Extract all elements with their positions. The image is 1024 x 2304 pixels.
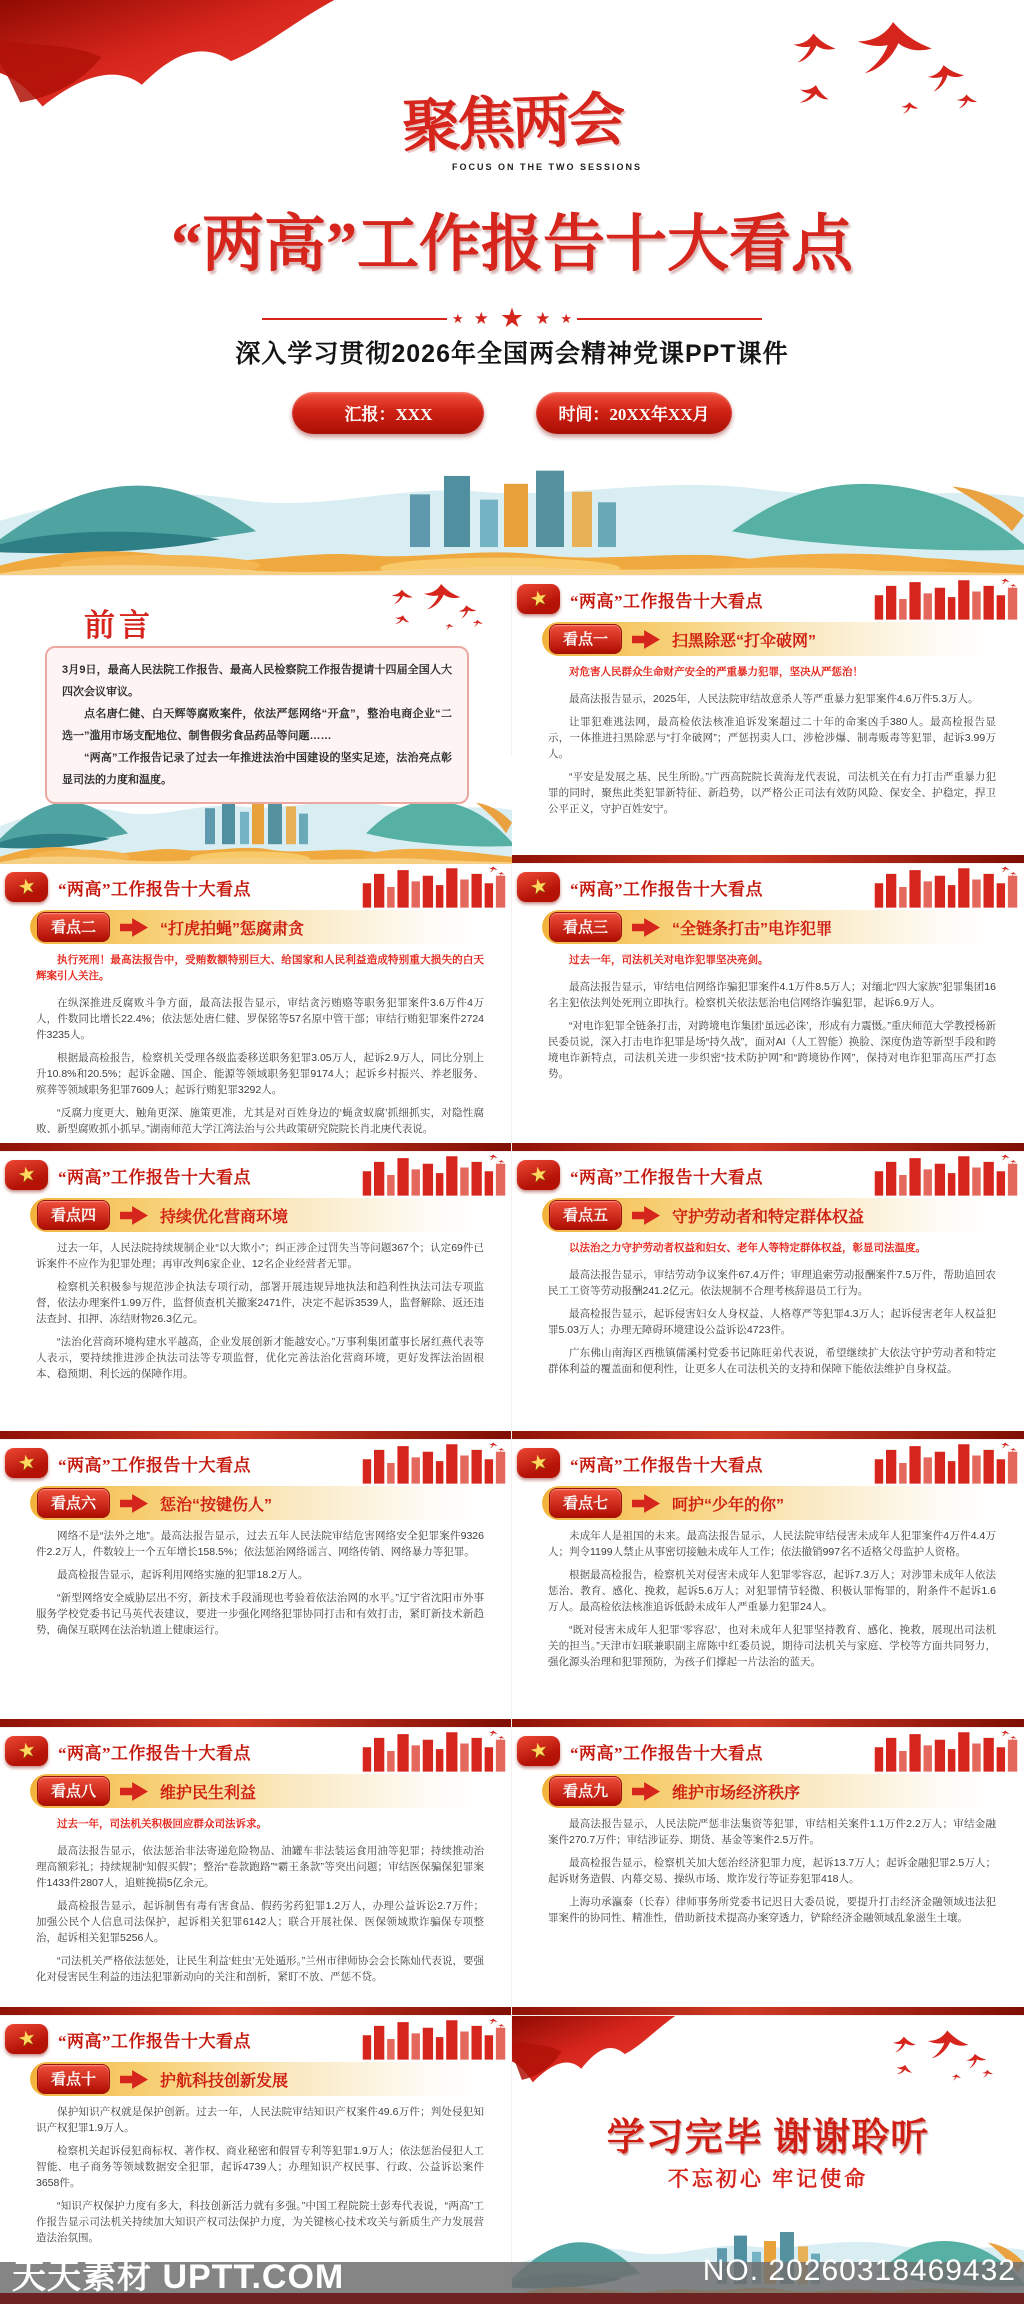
star-icon: ★ [527,1162,550,1188]
paragraph: “既对侵害未成年人犯罪‘零容忍’，也对未成年人犯罪坚持教育、感化、挽救，展现出司法机关的担当。”天津市妇联兼职副主席陈中红委员说，期待司法机关与家庭、学校等方面共同努力，强化源头治理和犯罪预防，为孩子们撑起一片法治的蓝天。 [548,1623,996,1668]
slide-header [0,1440,512,1484]
cover-subtitle: 深入学习贯彻2026年全国两会精神党课PPT课件 [235,340,789,368]
slide-header-title: “两高”工作报告十大看点 [570,1168,763,1187]
arrow-icon [632,1782,660,1801]
lead-text: 过去一年，司法机关积极回应群众司法诉求。 [57,1818,267,1830]
paragraph: “法治化营商环境构建水平越高，企业发展创新才能越安心。”万事利集团董事长屠红燕代表等人表示，要持续推进涉企执法司法等专项监督，优化完善法治化营商环境，更好发挥法治固根本、稳预期、利长远的保障作用。 [36,1335,484,1380]
slide-lookpoint-3 [512,864,1024,1152]
lead-text: 执行死刑！最高法报告中，受贿数额特别巨大、给国家和人民利益造成特别重大损失的白天辉案引人关注。 [36,954,484,982]
slide-body [0,1520,512,1639]
time-badge: 时间：20XX年XX月 [536,392,731,434]
star-icon: ★ [15,2026,38,2052]
lookpoint-title: 呵护“少年的你” [672,1496,785,1514]
lead-text: 对危害人民群众生命财产安全的严重暴力犯罪，坚决从严惩治！ [569,666,863,678]
lookpoint-badge: 看点九 [549,1776,622,1806]
paragraph: 检察机关起诉侵犯商标权、著作权、商业秘密和假冒专利等犯罪1.9万人；依法惩治侵犯人工智能、电子商务等领域数据安全犯罪，起诉4739人；办理知识产权民事、行政、公益诉讼案件3658件。 [36,2144,484,2189]
lookpoint-title: 维护市场经济秩序 [672,1784,801,1802]
paragraph: 过去一年，人民法院持续规制企业“以大欺小”；纠正涉企过罚失当等问题367个；认定69件已诉案件不应作为犯罪处理；再审改判6家企业、12名企业经营者无罪。 [36,1242,484,1270]
slides-grid [0,576,1024,2304]
lookpoint-banner [542,1198,996,1232]
skyline-icon [871,578,1021,620]
paragraph: 最高法报告显示，审结电信网络诈骗犯罪案件4.1万件8.5万人；对缅北“四大家族”犯罪集团16名主犯依法判处死刑立即执行。检察机关依法惩治电信网络诈骗犯罪，起诉6.9万人。 [548,980,996,1009]
lookpoint-title: 持续优化营商环境 [160,1208,289,1226]
watermark-item-number: NO. 20260318469432 [702,2254,1016,2287]
star-tab [517,1736,560,1766]
paragraph: “平安是发展之基、民生所盼。”广西高院院长黄海龙代表说，司法机关在有力打击严重暴力犯罪的同时，聚焦此类犯罪新特征、新趋势，以严格公正司法有效防风险、保安全、护稳定，捍卫公平正义，守护百姓安宁。 [548,770,996,815]
lookpoint-title: 惩治“按键伤人” [160,1496,273,1514]
star-tab [517,1448,560,1478]
star-tab [5,2024,48,2054]
two-sessions-logo [0,76,1024,172]
arrow-icon [632,918,660,937]
lookpoint-title: 维护民生利益 [160,1784,257,1802]
skyline-icon [359,2018,509,2060]
slide-header-title: “两高”工作报告十大看点 [58,1744,251,1763]
paragraph: 最高法报告显示，人民法院严惩非法集资等犯罪，审结相关案件1.1万件2.2万人；审结金融案件270.7万件；审结涉证券、期货、基金等案件2.5万件。 [548,1818,996,1846]
skyline-icon [359,866,509,908]
star-tab [517,872,560,902]
slide-body [0,1808,512,1986]
lookpoint-banner [30,910,484,944]
lookpoint-badge: 看点一 [549,624,622,654]
slide-bottom-strip [512,2007,1024,2016]
lookpoint-badge: 看点二 [37,912,110,942]
slide-header [0,2016,512,2060]
star-tab [5,1736,48,1766]
star-tab [5,1448,48,1478]
slide-preface [0,576,512,864]
cover-slide [0,0,1024,576]
star-icon: ★ [473,308,489,328]
logo-calligraphy: 聚焦两会 [401,87,624,160]
reporter-badge: 汇报：XXX [292,392,484,434]
slide-bottom-strip [512,855,1024,864]
paragraph: “司法机关严格依法惩处，让民生利益‘蛀虫’无处遁形。”兰州市律师协会会长陈灿代表说，要强化对侵害民生利益的违法犯罪新动向的关注和剖析，紧盯不放、严惩不贷。 [36,1954,484,1983]
logo-english-caption: FOCUS ON THE TWO SESSIONS [451,162,642,172]
star-tab [517,1160,560,1190]
slide-lookpoint-5 [512,1152,1024,1440]
paragraph: 根据最高检报告，检察机关受理各级监委移送职务犯罪3.05万人，起诉2.9万人，同比分别上升10.8%和20.5%；起诉金融、国企、能源等领域职务犯罪9174人；起诉乡村振兴、养老服务、殡葬等领域职务犯罪7609人；起诉行贿犯罪3292人。 [36,1051,484,1096]
paragraph: 最高检报告显示，起诉制售有毒有害食品、假药劣药犯罪1.2万人，办理公益诉讼2.7万件；加强公民个人信息司法保护，起诉相关犯罪6142人；联合开展社保、医保领域欺诈骗保专项整治，起诉相关犯罪5256人。 [36,1899,484,1944]
star-icon: ★ [15,874,38,900]
paragraph: 广东佛山南海区西樵镇儒溪村党委书记陈旺弟代表说，希望继续扩大依法守护劳动者和特定群体利益的覆盖面和便利性，让更多人在司法机关的支持和保障下能依法维护自身权益。 [548,1346,996,1375]
paragraph: “对电诈犯罪全链条打击，对跨境电诈集团‘虽远必诛’，形成有力震慑。”重庆师范大学教授杨新民委员说，深入打击电诈犯罪是场“持久战”，面对AI（人工智能）换脸、深度伪造等新型手段和跨境电诈新特点，司法机关进一步织密“技术防护网”和“跨境协作网”，保持对电诈犯罪高压严打态势。 [548,1019,996,1080]
slide-lookpoint-9 [512,1728,1024,2016]
arrow-icon [120,1782,148,1801]
lookpoint-banner [542,1486,996,1520]
star-icon: ★ [535,308,551,328]
slide-lookpoint-8 [0,1728,512,2016]
star-icon: ★ [15,1162,38,1188]
lead-text: 以法治之力守护劳动者权益和妇女、老年人等特定群体权益，彰显司法温度。 [569,1242,926,1254]
slide-header-title: “两高”工作报告十大看点 [570,1744,763,1763]
slide-lookpoint-6 [0,1440,512,1728]
star-tab [517,584,560,614]
star-icon: ★ [527,1738,550,1764]
red-silk-flag-decoration [512,2016,700,2102]
lookpoint-title: “全链条打击”电诈犯罪 [672,920,833,938]
arrow-icon [632,1494,660,1513]
arrow-icon [120,1206,148,1225]
slide-body [512,944,1024,1083]
skyline-icon [871,1154,1021,1196]
skyline-icon [359,1730,509,1772]
slide-body [0,2096,512,2247]
thanks-title: 学习完毕 谢谢聆听 [606,2117,930,2159]
skyline-icon [871,1442,1021,1484]
slide-lookpoint-7 [512,1440,1024,1728]
paragraph: 保护知识产权就是保护创新。过去一年，人民法院审结知识产权案件49.6万件；判处侵犯知识产权犯罪1.9万人。 [36,2106,484,2134]
star-icon: ★ [527,1450,550,1476]
cover-badges [0,392,1024,434]
slide-header-title: “两高”工作报告十大看点 [570,1456,763,1475]
slide-body [0,944,512,1138]
slide-header [512,576,1024,620]
lookpoint-badge: 看点四 [37,1200,110,1230]
paragraph: 检察机关积极参与规范涉企执法专项行动，部署开展违规异地执法和趋利性执法司法专项监督，依法办理案件1.99万件，监督侦查机关撤案2471件，决定不起诉3539人，监督解除、返还违法查封、扣押、冻结财物26.3亿元。 [36,1280,484,1325]
slide-bottom-strip [0,1143,512,1152]
arrow-icon [120,1494,148,1513]
slide-bottom-strip [512,1719,1024,1728]
slide-bottom-strip [0,1431,512,1440]
thanks-subtitle: 不忘初心 牢记使命 [667,2167,869,2191]
paragraph: 最高法报告显示，依法惩治非法寄递危险物品、油罐车非法装运食用油等犯罪；持续推动治理高额彩礼；持续规制“知假买假”；整治“卷款跑路”“霸王条款”等突出问题；审结医保骗保犯罪案件1433件2807人，追赃挽损5亿余元。 [36,1844,484,1889]
star-icon: ★ [527,586,550,612]
skyline-icon [871,1730,1021,1772]
slide-body [512,1520,1024,1671]
paragraph: “新型网络安全威胁层出不穷，新技术手段涌现也考验着依法治网的水平。”辽宁省沈阳市外事服务学校党委书记马英代表建议，要进一步强化网络犯罪协同打击和有效打击，紧盯新技术新趋势，确保互联网在法治轨道上健康运行。 [36,1591,484,1636]
slide-bottom-strip [512,1431,1024,1440]
cover-title: “两高”工作报告十大看点 [170,211,853,279]
paragraph: 网络不是“法外之地”。最高法报告显示，过去五年人民法院审结危害网络安全犯罪案件9326件2.2万人，件数较上一个五年增长158.5%；依法惩治网络谣言、网络传销、网络暴力等犯罪。 [36,1530,484,1558]
slide-body [512,656,1024,818]
paragraph: 最高法报告显示，审结劳动争议案件67.4万件；审理追索劳动报酬案件7.5万件，帮助追回农民工工资等劳动报酬241.2亿元。依法规制不合理考核辞退员工行为。 [548,1268,996,1297]
paragraph: 让罪犯难逃法网，最高检依法核准追诉发案超过二十年的命案凶手380人。最高检报告显示，一体推进扫黑除恶与“打伞破网”；严惩拐卖人口、涉枪涉爆、制毒贩毒等犯罪，起诉3.99万人。 [548,715,996,760]
arrow-icon [120,2070,148,2089]
divider-line [262,318,447,320]
lookpoint-title: 守护劳动者和特定群体权益 [672,1208,865,1226]
slide-header-title: “两高”工作报告十大看点 [58,880,251,899]
paragraph: 最高检报告显示，检察机关加大惩治经济犯罪力度，起诉13.7万人；起诉金融犯罪2.5万人；起诉财务造假、内幕交易、操纵市场、欺诈发行等证券犯罪418人。 [548,1856,996,1885]
paragraph: “知识产权保护力度有多大，科技创新活力就有多强。”中国工程院院士彭寿代表说，“两高”工作报告显示司法机关持续加大知识产权司法保护力度，为关键核心技术攻关与新质生产力发展营造法治氛围。 [36,2199,484,2244]
slide-header-title: “两高”工作报告十大看点 [58,1168,251,1187]
landscape-illustration [0,418,1024,576]
paragraph: 上海功承瀛泰（长春）律师事务所党委书记迟日大委员说，要提升打击经济金融领域违法犯罪案件的协同性、精准性，借助新技术提高办案穿透力，铲除经济金融领域乱象滋生土壤。 [548,1895,996,1924]
arrow-icon [120,918,148,937]
slide-header [0,864,512,908]
lookpoint-banner [542,1774,996,1808]
slide-lookpoint-1 [512,576,1024,864]
divider-line [577,318,762,320]
slide-header-title: “两高”工作报告十大看点 [58,1456,251,1475]
lookpoint-badge: 看点八 [37,1776,110,1806]
paragraph: 3月9日，最高人民法院工作报告、最高人民检察院工作报告提请十四届全国人大四次会议审议。 [62,664,452,698]
lookpoint-banner [30,2062,484,2096]
skyline-icon [359,1154,509,1196]
lookpoint-banner [30,1486,484,1520]
slide-header-title: “两高”工作报告十大看点 [570,880,763,899]
doves-icon [873,2028,998,2090]
lookpoint-banner [30,1774,484,1808]
star-icon: ★ [560,310,573,326]
doves-icon [373,584,488,636]
lookpoint-badge: 看点十 [37,2064,110,2094]
slide-bottom-strip [0,2007,512,2016]
lookpoint-title: “打虎拍蝇”惩腐肃贪 [160,920,305,938]
lead-text: 过去一年，司法机关对电诈犯罪坚决亮剑。 [569,954,769,966]
lookpoint-banner [30,1198,484,1232]
paragraph: 未成年人是祖国的未来。最高法报告显示，人民法院审结侵害未成年人犯罪案件4万件4.4万人；判令1199人禁止从事密切接触未成年人工作；依法撤销997名不适格父母监护人资格。 [548,1530,996,1558]
star-tab [5,872,48,902]
preface-title: 前言 [84,608,154,643]
lookpoint-title: 护航科技创新发展 [160,2072,289,2090]
star-icon: ★ [451,310,464,326]
slide-body [512,1232,1024,1378]
paragraph: 最高法报告显示，2025年，人民法院审结故意杀人等严重暴力犯罪案件4.6万件5.3万人。 [569,692,979,705]
slide-header-title: “两高”工作报告十大看点 [570,592,763,611]
slide-header [512,1152,1024,1196]
paragraph: 点名唐仁健、白天辉等腐败案件，依法严惩网络“开盒”，整治电商企业“二选一”滥用市场支配地位、制售假劣食品药品等问题…… [62,708,452,742]
lookpoint-badge: 看点六 [37,1488,110,1518]
lookpoint-badge: 看点七 [549,1488,622,1518]
star-icon: ★ [499,303,525,333]
slide-header [512,1440,1024,1484]
paragraph: “反腐力度更大、触角更深、施策更准，尤其是对百姓身边的‘蝇贪蚁腐’抓细抓实，对隐性腐败、新型腐败抓小抓早。”湖南师范大学江湾法治与公共政策研究院院长肖北庚代表说。 [36,1106,484,1135]
lookpoint-banner [542,910,996,944]
slide-lookpoint-2 [0,864,512,1152]
star-divider [0,303,1024,334]
paragraph: 根据最高检报告，检察机关对侵害未成年人犯罪零容忍，起诉7.3万人；对涉罪未成年人依法惩治、教育、感化、挽救，起诉5.6万人；对犯罪情节轻微、积极认罪悔罪的，附条件不起诉1.6万人。最高检依法核准追诉低龄未成年人严重暴力犯罪24人。 [548,1568,996,1613]
lookpoint-badge: 看点五 [549,1200,622,1230]
star-icon: ★ [527,874,550,900]
slide-body [0,1232,512,1383]
star-tab [5,1160,48,1190]
star-icon: ★ [15,1450,38,1476]
lookpoint-title: 扫黑除恶“打伞破网” [672,632,817,650]
lookpoint-banner [542,622,996,656]
preface-text-box [45,646,469,804]
slide-body [512,1808,1024,1927]
arrow-icon [632,630,660,649]
slide-bottom-strip [0,1719,512,1728]
slide-header-title: “两高”工作报告十大看点 [58,2032,251,2051]
skyline-icon [359,1442,509,1484]
skyline-icon [871,866,1021,908]
paragraph: 最高检报告显示，起诉利用网络实施的犯罪18.2万人。 [57,1568,309,1581]
paragraph: “两高”工作报告记录了过去一年推进法治中国建设的坚实足迹，法治亮点彰显司法的力度和温度。 [62,752,452,786]
watermark-site-name: 天天素材 UPTT.COM [12,2258,345,2296]
paragraph: 最高检报告显示，起诉侵害妇女人身权益、人格尊严等犯罪4.3万人；起诉侵害老年人权益犯罪5.03万人；办理无障碍环境建设公益诉讼4723件。 [548,1307,996,1336]
slide-header [0,1728,512,1772]
slide-header [512,864,1024,908]
slide-header [512,1728,1024,1772]
slide-lookpoint-4 [0,1152,512,1440]
slide-header [0,1152,512,1196]
lookpoint-badge: 看点三 [549,912,622,942]
star-icon: ★ [15,1738,38,1764]
paragraph: 在纵深推进反腐败斗争方面，最高法报告显示，审结贪污贿赂等职务犯罪案件3.6万件4万人，件数同比增长22.4%；依法惩处唐仁健、罗保铭等57名原中管干部；审结行贿犯罪案件2724件3235人。 [36,996,484,1041]
slide-bottom-strip [512,1143,1024,1152]
arrow-icon [632,1206,660,1225]
